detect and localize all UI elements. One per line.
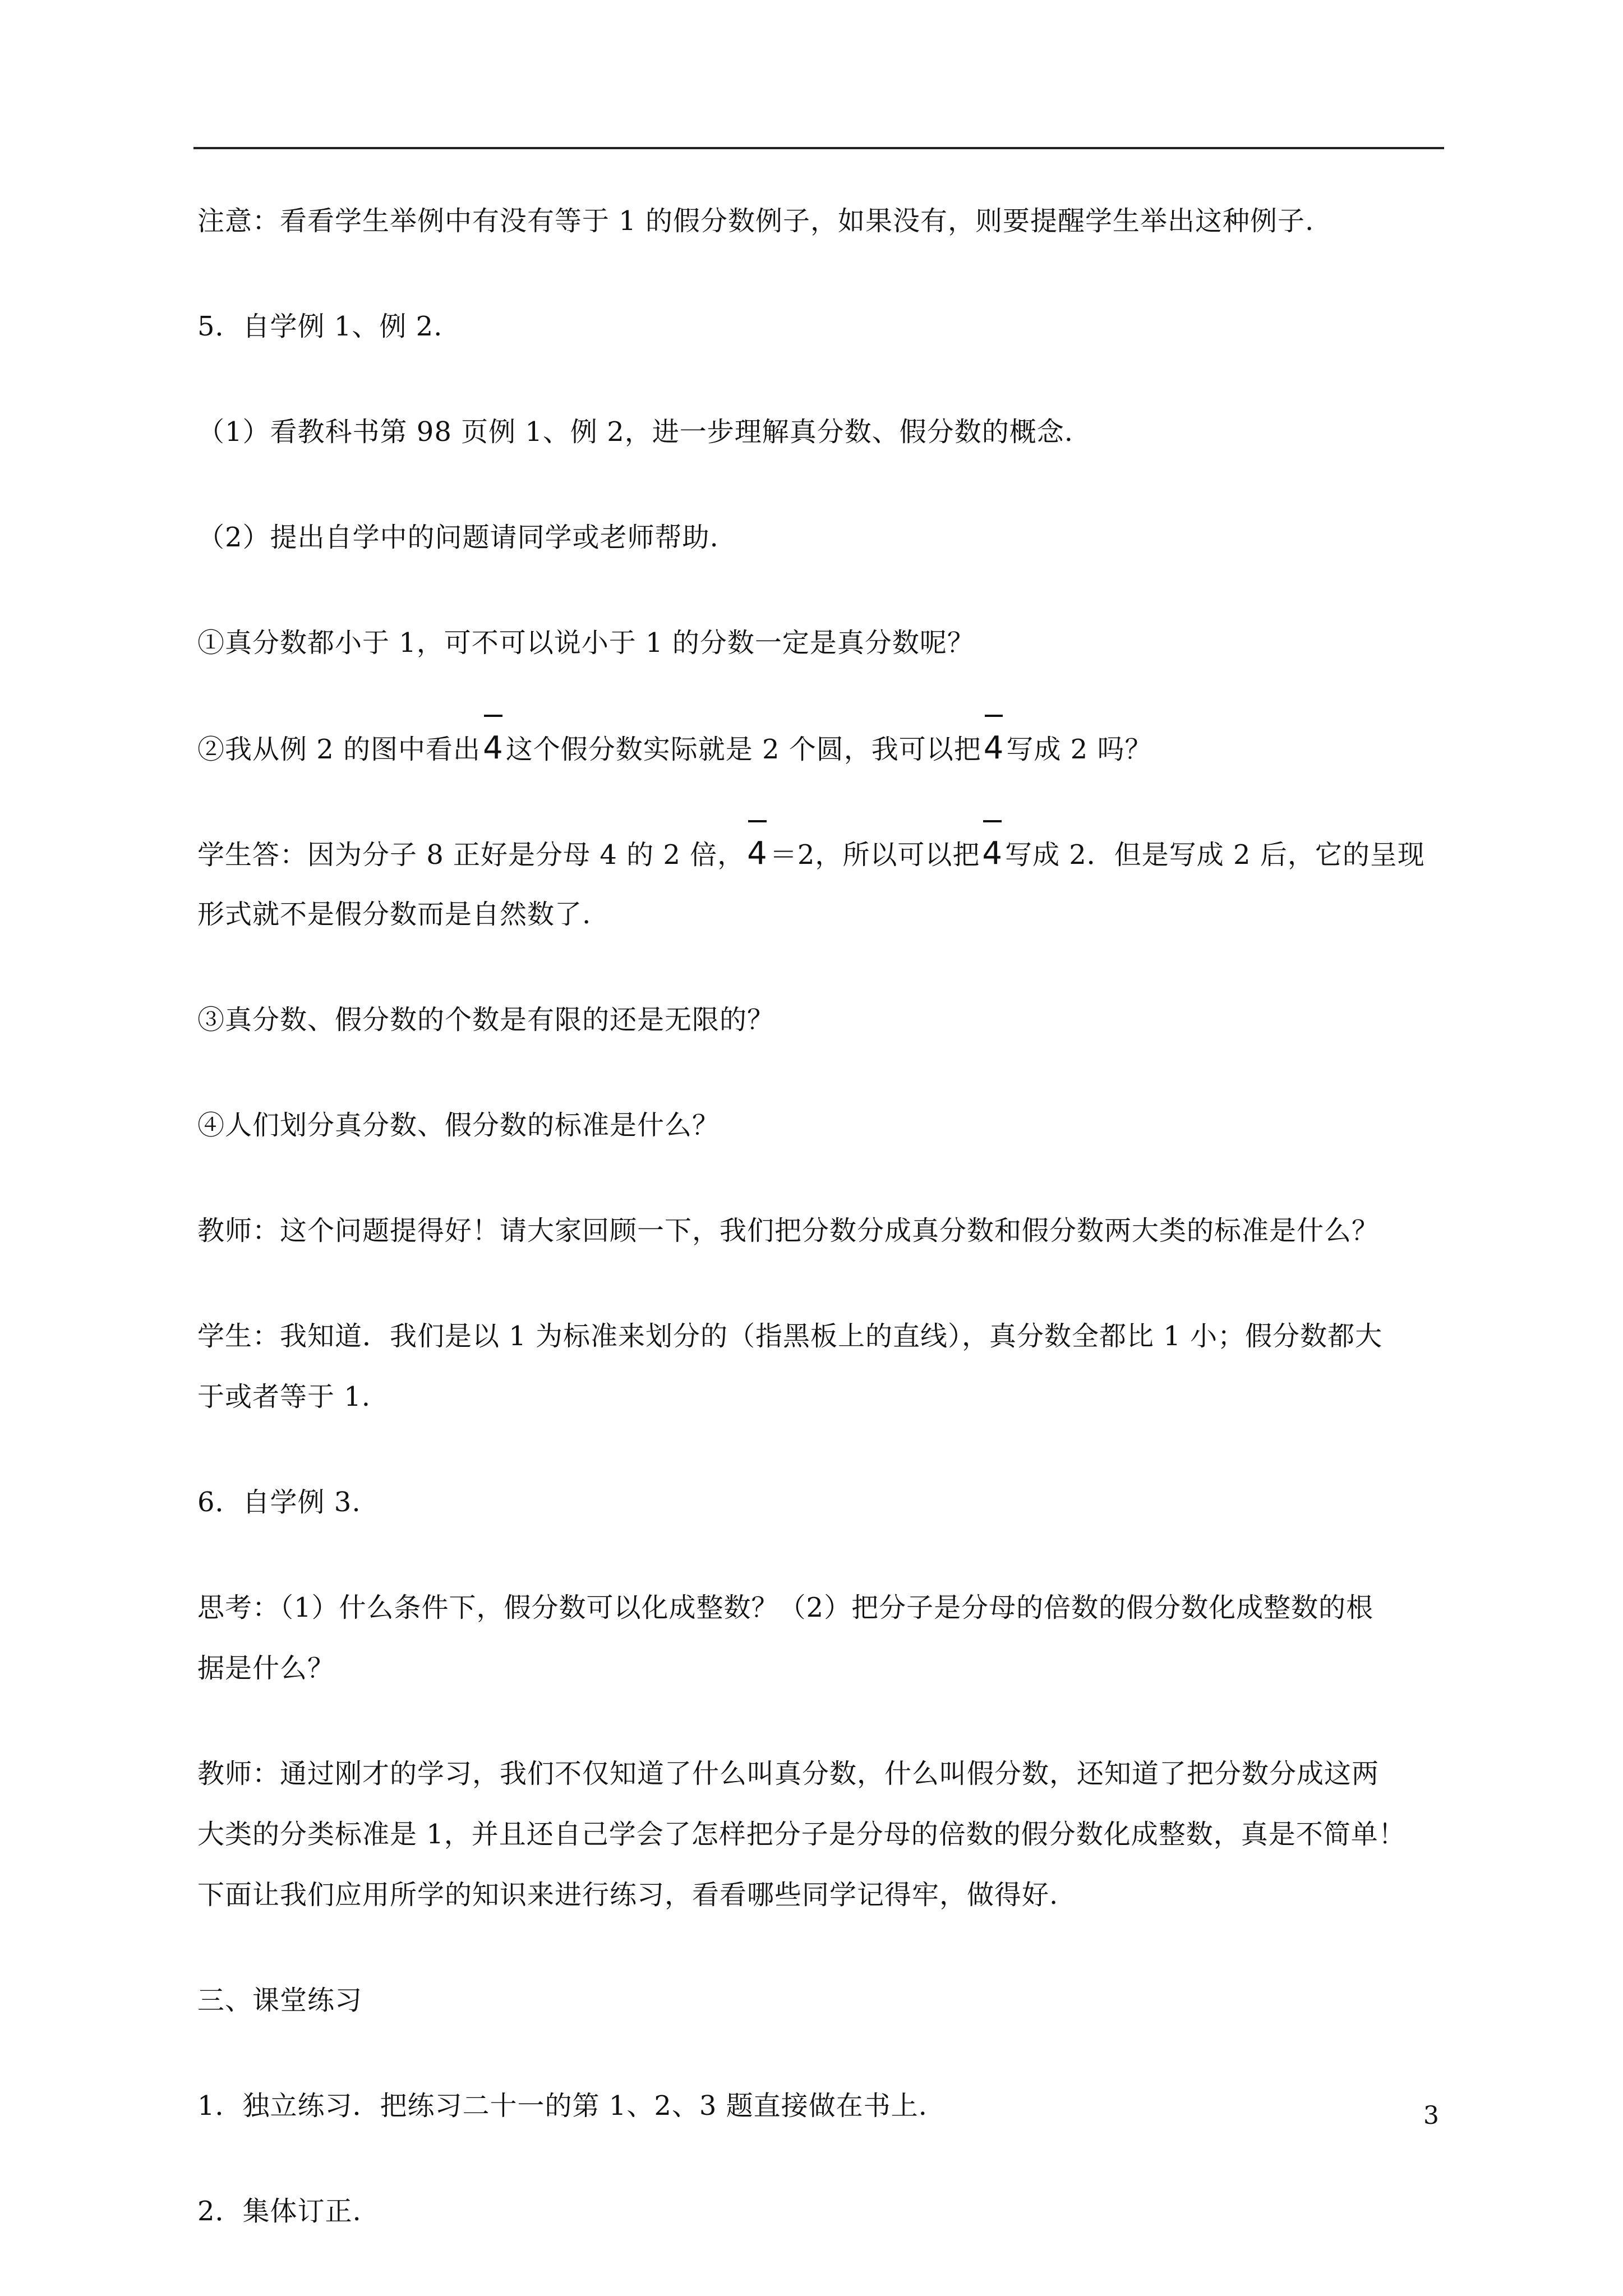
fraction — [984, 719, 1004, 779]
student-answer-line-2: 形式就不是假分数而是自然数了. — [197, 899, 592, 930]
teacher-summary-line-1: 教师：通过刚才的学习，我们不仅知道了什么叫真分数，什么叫假分数，还知道了把分数分成这两 — [197, 1758, 1380, 1789]
question-1: ①真分数都小于 1，可不可以说小于 1 的分数一定是真分数呢？ — [197, 627, 975, 659]
fraction-denominator: 4 — [747, 835, 768, 872]
paragraph-step-2: （2）提出自学中的问题请同学或老师帮助. — [197, 522, 719, 553]
question-2-part-a: ②我从例 2 的图中看出 — [197, 734, 481, 765]
heading-self-study-3: 6．自学例 3. — [197, 1487, 361, 1518]
teacher-summary-line-3: 下面让我们应用所学的知识来进行练习，看看哪些同学记得牢，做得好. — [197, 1879, 1059, 1911]
paragraph-note: 注意：看看学生举例中有没有等于 1 的假分数例子，如果没有，则要提醒学生举出这种例子. — [197, 205, 1315, 237]
paragraph-step-1: （1）看教科书第 98 页例 1、例 2，进一步理解真分数、假分数的概念. — [197, 416, 1073, 448]
think-line-2: 据是什么？ — [197, 1653, 335, 1684]
teacher-summary-line-2: 大类的分类标准是 1，并且还自己学会了怎样把分子是分母的倍数的假分数化成整数，真是不简单！ — [197, 1819, 1406, 1850]
page-number: 3 — [1423, 2101, 1439, 2130]
fraction — [483, 719, 504, 779]
fraction-denominator: 4 — [982, 835, 1003, 872]
student-answer-part-c: 写成 2．但是写成 2 后，它的呈现 — [1005, 839, 1425, 871]
practice-item-2: 2．集体订正. — [197, 2196, 362, 2227]
fraction — [982, 825, 1003, 884]
fraction-bar — [748, 820, 767, 822]
question-2 — [197, 719, 1152, 779]
question-3: ③真分数、假分数的个数是有限的还是无限的？ — [197, 1004, 775, 1036]
teacher-line: 教师：这个问题提得好！请大家回顾一下，我们把分数分成真分数和假分数两大类的标准是什么？ — [197, 1215, 1380, 1246]
student-answer-part-b: ＝2，所以可以把 — [769, 839, 980, 871]
student-line-2: 于或者等于 1. — [197, 1381, 371, 1412]
student-line-1: 学生：我知道．我们是以 1 为标准来划分的（指黑板上的直线），真分数全都比 1 小；假分数都大 — [197, 1320, 1383, 1352]
student-answer-line-1 — [197, 825, 1425, 884]
fraction-bar — [484, 715, 502, 717]
question-2-part-b: 这个假分数实际就是 2 个圆，我可以把 — [505, 734, 981, 765]
question-4: ④人们划分真分数、假分数的标准是什么？ — [197, 1110, 720, 1141]
fraction-denominator: 4 — [983, 730, 1004, 766]
fraction-denominator: 4 — [483, 730, 504, 766]
student-answer-part-a: 学生答：因为分子 8 正好是分母 4 的 2 倍， — [197, 839, 745, 871]
practice-item-1: 1．独立练习．把练习二十一的第 1、2、3 题直接做在书上. — [197, 2090, 928, 2122]
fraction-bar — [983, 820, 1002, 822]
header-rule — [193, 147, 1444, 149]
fraction-bar — [985, 715, 1003, 717]
question-2-part-c: 写成 2 吗？ — [1006, 734, 1152, 765]
heading-self-study-1-2: 5．自学例 1、例 2. — [197, 311, 443, 342]
think-line-1: 思考：（1）什么条件下，假分数可以化成整数？（2）把分子是分母的倍数的假分数化成整数的根 — [197, 1592, 1374, 1623]
section-heading-practice: 三、课堂练习 — [197, 1985, 363, 2016]
fraction — [747, 825, 768, 884]
